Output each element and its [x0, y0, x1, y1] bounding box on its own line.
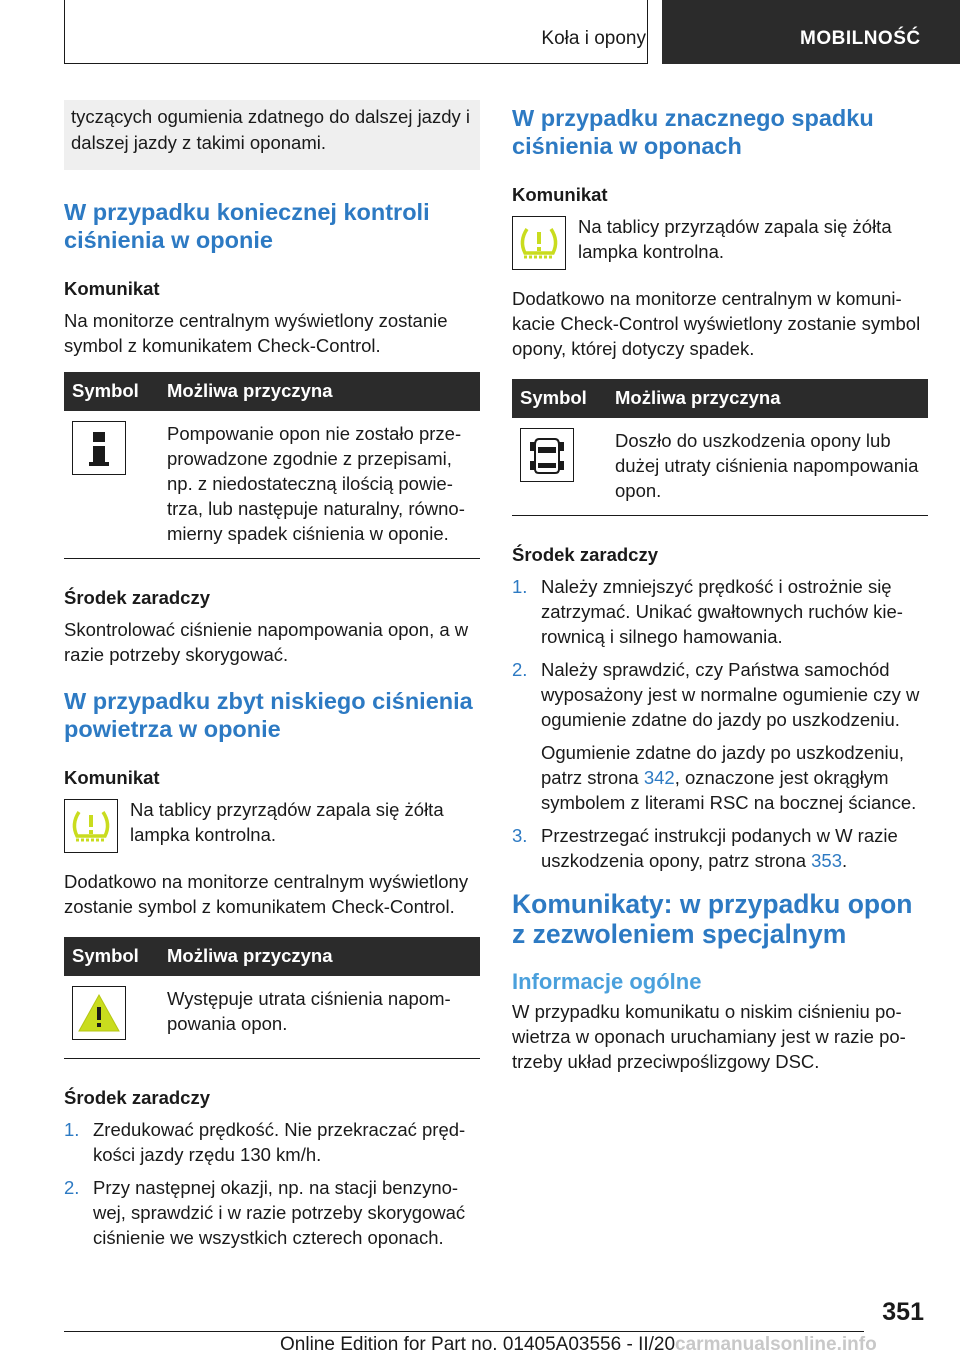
table-header-cause: Możliwa przyczyna	[159, 372, 480, 411]
remedy-label: Środek zaradczy	[64, 587, 211, 608]
message-text: Dodatkowo na monitorze centralnym w komunikacie Check-Control wyświetlony zostanie symbol opony, której dotyczy spadek.	[512, 288, 921, 359]
warning-lamp-text: Na tablicy przyrządów zapala się żółta lampka kontrolna.	[130, 799, 444, 845]
table-cell-cause: Pompowanie opon nie zostało przeprowadzone zgodnie z przepisami, np. z niedostateczną ilością powietrza, lub następuje naturalny, równomierny spadek ciśnienia w oponie.	[159, 411, 480, 559]
continued-note-box: tyczących ogumienia zdatnego do dalszej jazdy i dalszej jazdy z takimi oponami.	[64, 100, 480, 170]
car-tire-damage-icon	[520, 428, 574, 482]
list-item: 3. Przestrzegać instrukcji podanych w W razie uszkodzenia opony, patrz strona 353.	[512, 825, 898, 871]
watermark: carmanualsonline.info	[675, 1334, 877, 1355]
heading-sudden-pressure-loss: W przypadku znacznego spadku ciśnienia w oponach	[512, 105, 874, 159]
table-cell-cause: Występuje utrata ciśnienia napompowania opon.	[159, 976, 480, 1059]
footer-edition: Online Edition for Part no. 01405A03556 - II/20carmanualsonline.info	[280, 1334, 877, 1355]
right-column	[512, 100, 928, 1088]
symbol-table-low	[64, 937, 480, 1059]
remedy-text: Skontrolować ciśnienie napompowania opon, a w razie potrzeby skorygować.	[64, 619, 469, 665]
warning-lamp-text: Na tablicy przyrządów zapala się żółta lampka kontrolna.	[578, 216, 892, 262]
table-header-symbol: Symbol	[64, 937, 159, 976]
tire-pressure-warning-icon	[512, 216, 566, 270]
heading-pressure-check: W przypadku koniecznej kontroli ciśnienia w oponie	[64, 199, 430, 253]
list-item-note: Ogumienie zdatne do jazdy po uszkodzeniu, patrz strona 342, oznaczone jest okrągłym symbolem z literami RSC na bocznej ściance.	[541, 742, 917, 813]
table-header-symbol: Symbol	[64, 372, 159, 411]
table-header-cause: Możliwa przyczyna	[159, 937, 480, 976]
list-item: 2. Przy następnej okazji, np. na stacji benzynowej, sprawdzić i w razie potrzeby skorygować ciśnienie we wszystkich czterech oponach.	[64, 1177, 466, 1248]
table-header-cause: Możliwa przyczyna	[607, 379, 928, 418]
page-link-342[interactable]: 342	[643, 767, 675, 788]
table-row	[64, 411, 480, 559]
message-label: Komunikat	[64, 767, 160, 788]
table-row	[512, 418, 928, 516]
message-text: Na monitorze centralnym wyświetlony zostanie symbol z komunikatem Check-Control.	[64, 310, 448, 356]
header-section-title: Koła i opony	[541, 28, 646, 49]
tire-pressure-warning-icon	[64, 799, 118, 853]
heading-low-pressure: W przypadku zbyt niskiego ciśnienia powietrza w oponie	[64, 688, 473, 742]
table-header-symbol: Symbol	[512, 379, 607, 418]
remedy-steps-list	[512, 574, 928, 873]
left-column	[64, 100, 480, 1262]
page-link-353[interactable]: 353	[811, 850, 842, 871]
warning-triangle-icon	[72, 986, 126, 1040]
general-info-text: W przypadku komunikatu o niskim ciśnieniu powietrza w oponach uruchamiany jest w razie potrzeby układ przeciwpoślizgowy DSC.	[512, 1001, 906, 1072]
remedy-label: Środek zaradczy	[512, 544, 659, 565]
heading-special-approval-tires: Komunikaty: w przypadku opon z zezwoleniem specjalnym	[512, 889, 913, 949]
header-chapter-tab	[662, 0, 960, 64]
footer-divider	[64, 1331, 864, 1332]
message-label: Komunikat	[512, 184, 608, 205]
table-cell-cause: Doszło do uszkodzenia opony lub dużej utraty ciśnienia napompowania opon.	[607, 418, 928, 516]
message-label: Komunikat	[64, 278, 160, 299]
page-number: 351	[882, 1298, 924, 1326]
header-chapter-label: MOBILNOŚĆ	[800, 28, 921, 49]
warning-lamp-row	[64, 797, 480, 853]
message-text: Dodatkowo na monitorze centralnym wyświetlony zostanie symbol z komunikatem Check-Control.	[64, 871, 469, 917]
symbol-table-check	[64, 372, 480, 559]
table-row	[64, 976, 480, 1059]
heading-general-info: Informacje ogólne	[512, 969, 702, 994]
list-item: 1. Zredukować prędkość. Nie przekraczać prędkości jazdy rzędu 130 km/h.	[64, 1119, 466, 1165]
symbol-table-damage	[512, 379, 928, 516]
list-item: 2. Należy sprawdzić, czy Państwa samochód wyposażony jest w normalne ogumienie czy w ogumienie zdatne do jazdy po uszkodzeniu. Ogumienie zdatne do jazdy po uszkodzeniu, patrz strona 342, oznaczone jest okrągłym symbolem z literami RSC na bocznej ściance.	[512, 657, 928, 815]
info-icon	[72, 421, 126, 475]
warning-lamp-row	[512, 214, 928, 270]
list-item: 1. Należy zmniejszyć prędkość i ostrożnie się zatrzymać. Unikać gwałtownych ruchów kierownicą i silnego hamowania.	[512, 576, 903, 647]
remedy-label: Środek zaradczy	[64, 1087, 211, 1108]
remedy-steps-list	[64, 1117, 480, 1250]
